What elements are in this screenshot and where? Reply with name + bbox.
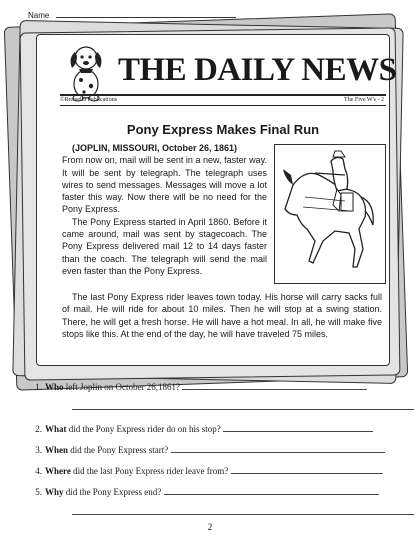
answer-line[interactable] xyxy=(171,444,385,453)
article-column-full xyxy=(62,291,382,340)
question-number: 3. xyxy=(35,445,42,455)
article-paragraph-1: From now on, mail will be sent in a new, faster way. It will be sent by telegraph. The telegraph uses wires to send messages. Messages will move a lot faster this way. Now there will be no need for the Pony Express. xyxy=(62,155,267,215)
question-text: did the Pony Express rider do on his stop? xyxy=(68,424,221,434)
article-paragraph-2: The Pony Express started in April 1860. Before it came around, mail was sent by stagecoach. The Pony Express delivered mail 12 to 14 days faster than the coach. The telegraph will send the mail even faster than the Pony Express. xyxy=(62,216,267,276)
answer-line[interactable] xyxy=(223,423,373,432)
question-item xyxy=(28,486,400,497)
article-dateline: (JOPLIN, MISSOURI, October 26, 1861) xyxy=(72,143,238,153)
article-column xyxy=(62,142,267,277)
article-headline: Pony Express Makes Final Run xyxy=(126,122,320,137)
name-answer-line[interactable] xyxy=(56,10,236,18)
pony-express-illustration xyxy=(274,144,386,284)
question-text: did the Pony Express end? xyxy=(65,487,162,497)
question-number: 2. xyxy=(35,424,42,434)
horse-rider-icon xyxy=(275,145,385,283)
masthead-rule-top xyxy=(60,94,386,96)
question-text: did the Pony Express start? xyxy=(70,445,169,455)
question-item xyxy=(28,381,400,392)
masthead-title: THE DAILY NEWS xyxy=(118,52,397,88)
question-number: 5. xyxy=(35,487,42,497)
question-w-word: Where xyxy=(45,466,71,476)
question-item xyxy=(28,444,400,455)
masthead-rule-bottom xyxy=(60,105,386,106)
publisher-credit: ©Remedia Publications xyxy=(60,97,118,103)
question-w-word: Who xyxy=(45,382,64,392)
article-paragraph xyxy=(62,142,267,216)
answer-line-continued[interactable] xyxy=(72,409,414,410)
question-number: 1. xyxy=(35,382,42,392)
question-text: did the last Pony Express rider leave from? xyxy=(73,466,229,476)
answer-line[interactable] xyxy=(231,465,383,474)
question-w-word: What xyxy=(45,424,67,434)
question-item xyxy=(28,465,400,476)
name-field-row xyxy=(28,10,236,20)
question-item xyxy=(28,423,400,434)
question-text: left Joplin on October 26,1861? xyxy=(65,382,180,392)
answer-line[interactable] xyxy=(182,381,367,390)
question-w-word: When xyxy=(45,445,69,455)
series-label: The Five W's - 2 xyxy=(344,97,384,103)
question-number: 4. xyxy=(35,466,42,476)
page-number: 2 xyxy=(207,522,213,532)
answer-line-continued[interactable] xyxy=(72,514,414,515)
question-w-word: Why xyxy=(45,487,64,497)
article-paragraph-3: The last Pony Express rider leaves town today. His horse will carry sacks full of mail. He will ride for about 10 miles. Then he will stop at a swing station. There, he will get a fresh horse. He will have a hot meal. In all, he will make five stops like this. At the end of the day, he will have traveled 75 miles. xyxy=(62,292,382,339)
answer-line[interactable] xyxy=(164,486,379,495)
name-label: Name xyxy=(28,11,50,20)
